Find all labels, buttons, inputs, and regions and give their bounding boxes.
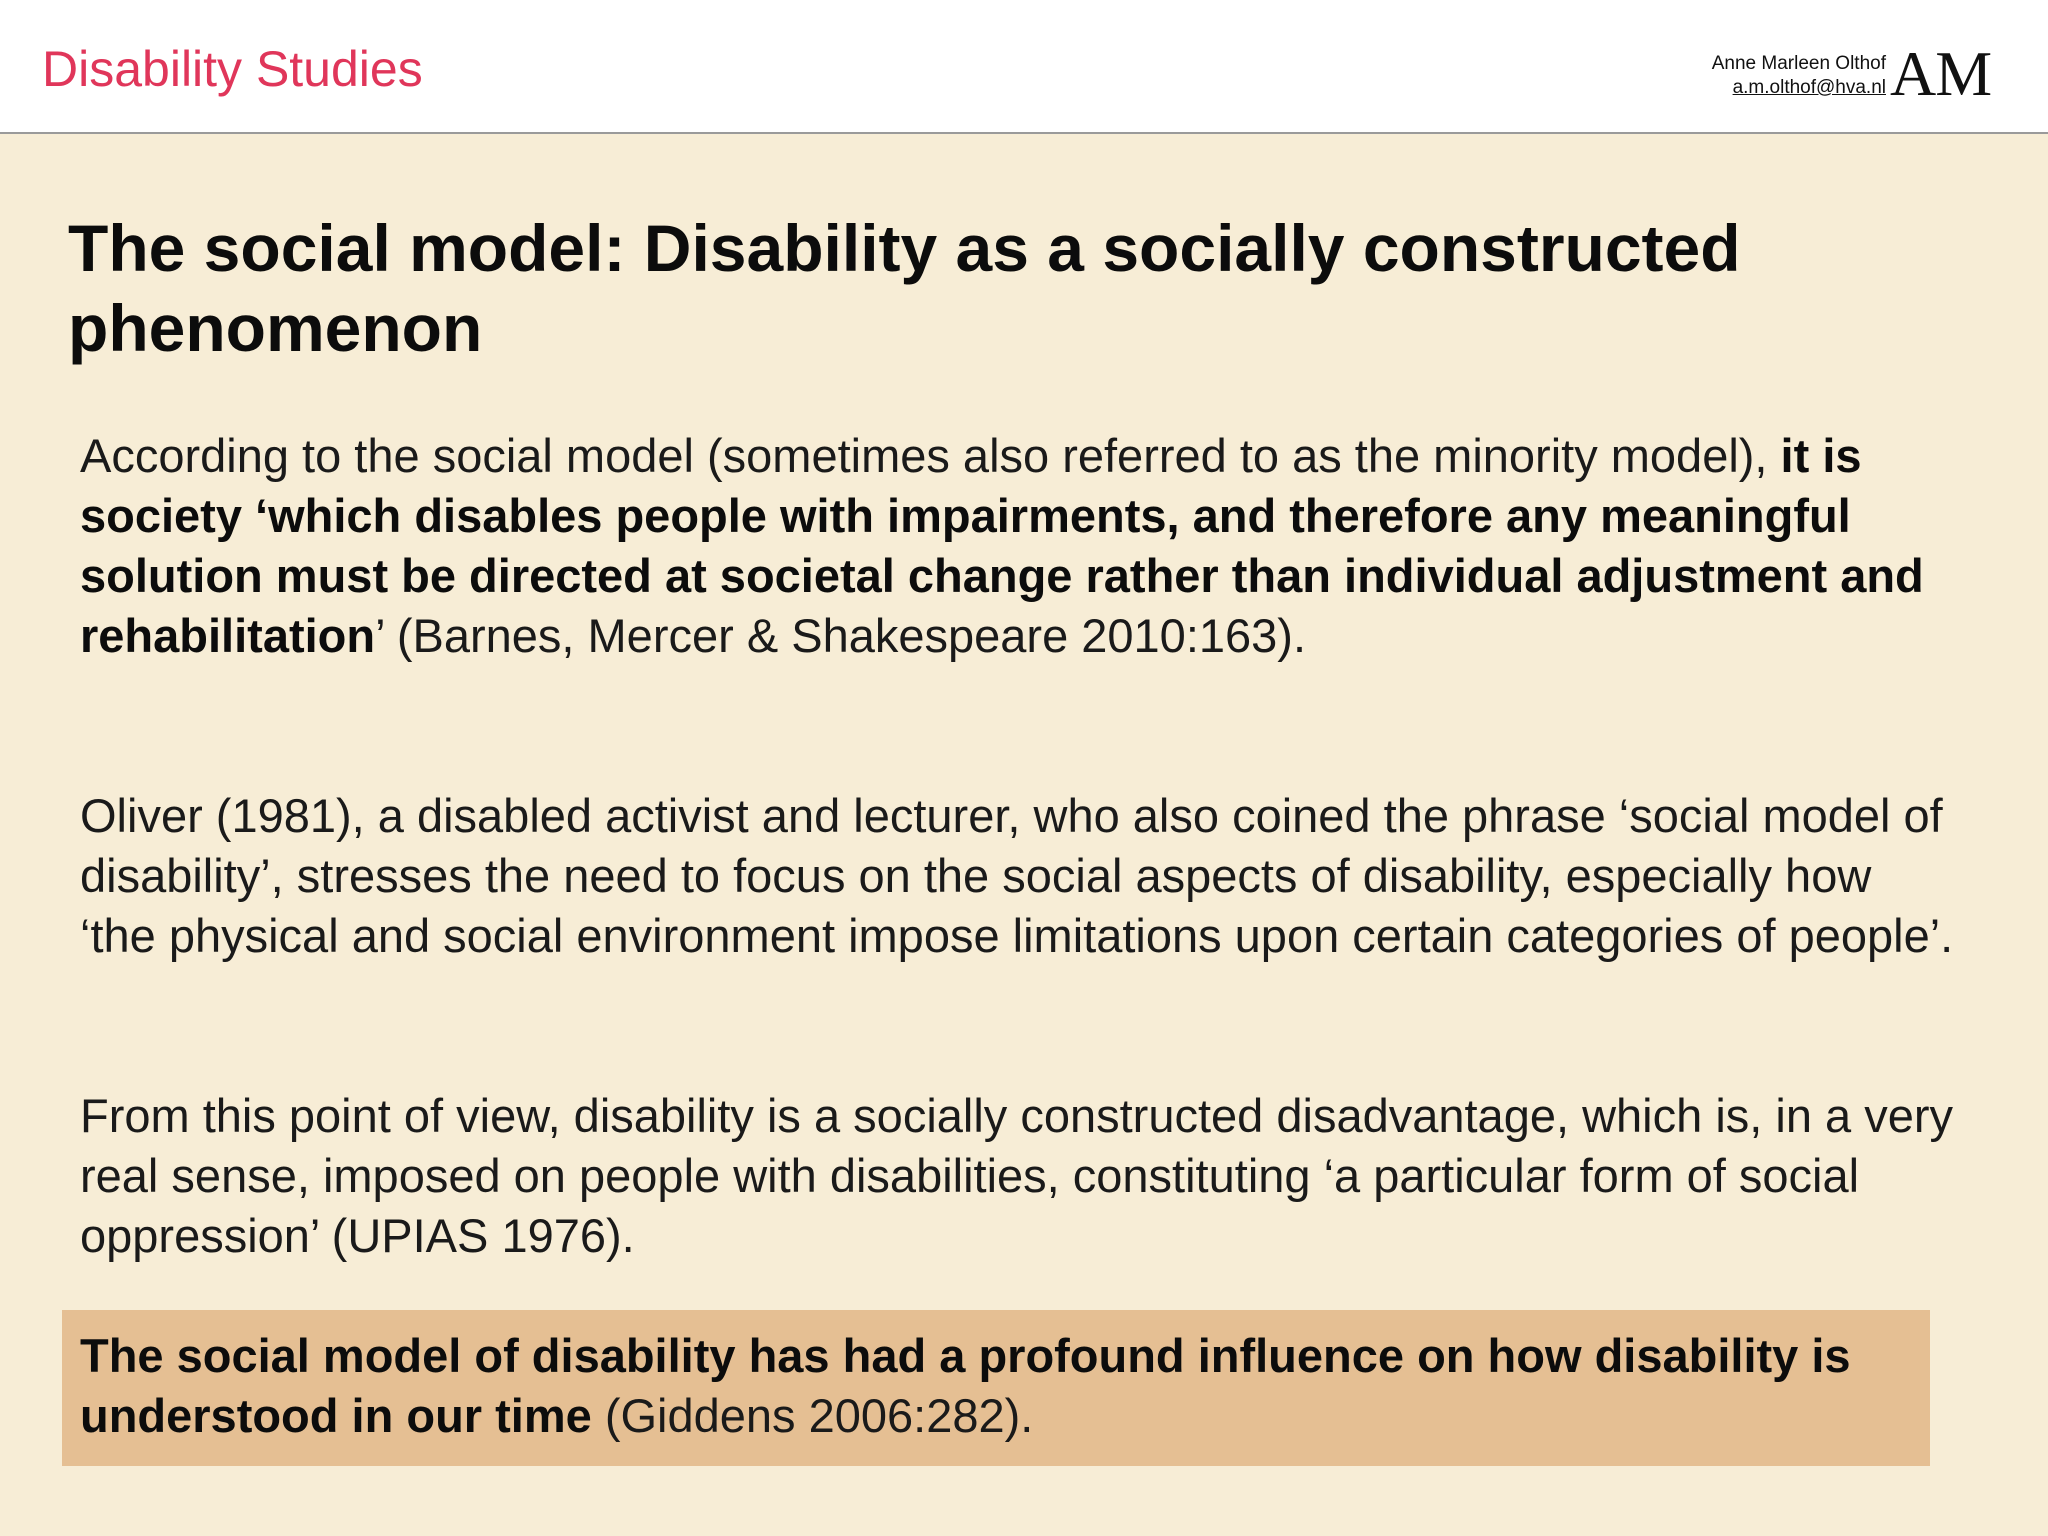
highlight-emphasis: The social model of disability has had a profound influence on how disability is understood in our time [80, 1329, 1851, 1442]
author-name: Anne Marleen Olthof [1711, 53, 1886, 74]
author-logo: AM [1890, 38, 1992, 109]
slide-title: The social model: Disability as a socially constructed phenomenon [68, 211, 1741, 365]
paragraph-emphasis: it is society ‘which disables people with impairments, and therefore any meaningful solution must be directed at societal change rather than individual adjustment and rehabilitation [80, 429, 1924, 662]
author-email-link[interactable]: a.m.olthof@hva.nl [1732, 77, 1886, 98]
paragraph-oliver: Oliver (1981), a disabled activist and lecturer, who also coined the phrase ‘social model of disability’, stresses the need to focus on the social aspects of disability, especially how ‘the physical and social environment impose limitations upon certain categories of people’. [80, 789, 1954, 962]
paragraph-citation: ’ (Barnes, Mercer & Shakespeare 2010:163). [375, 609, 1307, 662]
course-title: Disability Studies [42, 41, 423, 97]
paragraph-social-model-definition [80, 426, 1960, 666]
author-info [1712, 52, 1886, 100]
highlight-box [62, 1310, 1930, 1466]
slide-header [0, 0, 2048, 134]
paragraph-intro: According to the social model (sometimes also referred to as the minority model), [80, 429, 1781, 482]
highlight-citation: (Giddens 2006:282). [591, 1389, 1034, 1442]
highlight-statement [80, 1326, 1920, 1446]
paragraph-social-construction: From this point of view, disability is a socially constructed disadvantage, which is, in a very real sense, imposed on people with disabilities, constituting ‘a particular form of social oppression’ (UPIAS 1976). [80, 1089, 1954, 1262]
